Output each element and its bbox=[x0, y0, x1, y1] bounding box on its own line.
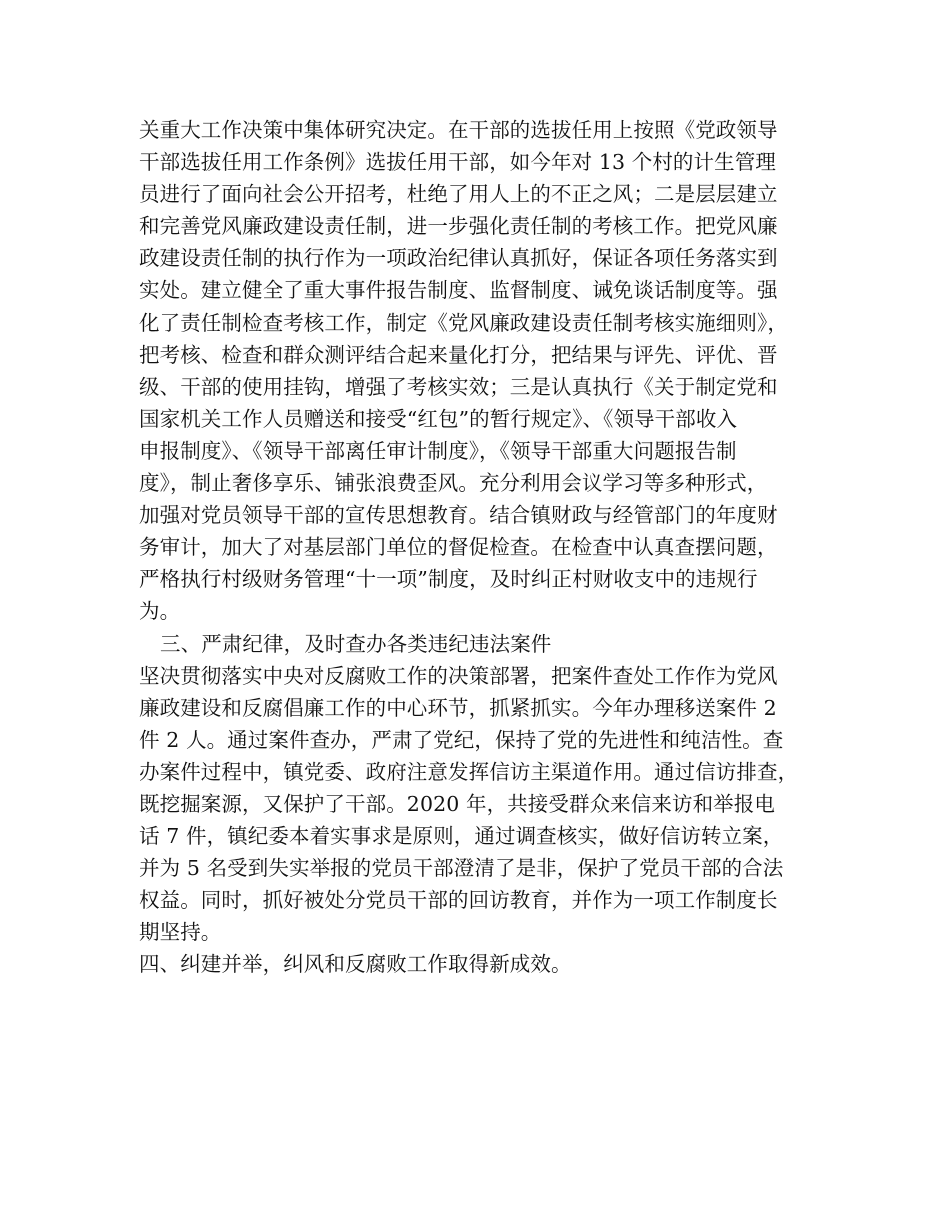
paragraph-line: 期坚持。 bbox=[139, 920, 222, 945]
paragraph-line: 和完善党风廉政建设责任制，进一步强化责任制的考核工作。把党风廉 bbox=[139, 214, 778, 239]
paragraph-line: 级、干部的使用挂钩，增强了考核实效；三是认真执行《关于制定党和 bbox=[139, 374, 778, 399]
paragraph-line: 度》，制止奢侈享乐、铺张浪费歪风。充分利用会议学习等多种形式， bbox=[139, 471, 768, 496]
paragraph-line: 加强对党员领导干部的宣传思想教育。结合镇财政与经管部门的年度财 bbox=[139, 503, 778, 528]
paragraph-line: 并为 5 名受到失实举报的党员干部澄清了是非，保护了党员干部的合法 bbox=[139, 856, 784, 881]
paragraph-line: 严格执行村级财务管理“十一项”制度，及时纠正村财收支中的违规行 bbox=[139, 567, 758, 592]
paragraph-line: 把考核、检查和群众测评结合起来量化打分，把结果与评先、评优、晋 bbox=[139, 342, 778, 367]
paragraph-line: 化了责任制检查考核工作，制定《党风廉政建设责任制考核实施细则》， bbox=[139, 310, 788, 335]
paragraph-line: 务审计，加大了对基层部门单位的督促检查。在检查中认真查摆问题， bbox=[139, 535, 778, 560]
paragraph-line: 申报制度》、《领导干部离任审计制度》，《领导干部重大问题报告制 bbox=[139, 438, 737, 463]
paragraph-line: 权益。同时，抓好被处分党员干部的回访教育，并作为一项工作制度长 bbox=[139, 888, 778, 913]
paragraph-line: 政建设责任制的执行作为一项政治纪律认真抓好，保证各项任务落实到 bbox=[139, 246, 778, 271]
body-text bbox=[139, 114, 829, 981]
paragraph-line: 干部选拔任用工作条例》选拔任用干部，如今年对 13 个村的计生管理 bbox=[139, 150, 776, 175]
paragraph-line: 国家机关工作人员赠送和接受“红包”的暂行规定》、《领导干部收入 bbox=[139, 406, 738, 431]
section-heading-4: 四、纠建并举，纠风和反腐败工作取得新成效。 bbox=[139, 952, 572, 977]
paragraph-line: 关重大工作决策中集体研究决定。在干部的选拔任用上按照《党政领导 bbox=[139, 118, 778, 142]
paragraph-line: 话 7 件，镇纪委本着实事求是原则，通过调查核实，做好信访转立案， bbox=[139, 824, 784, 849]
paragraph-line: 件 2 人。通过案件查办，严肃了党纪，保持了党的先进性和纯洁性。查 bbox=[139, 727, 784, 752]
paragraph-line: 为。 bbox=[139, 599, 181, 624]
paragraph-line: 既挖掘案源，又保护了干部。2020 年，共接受群众来信来访和举报电 bbox=[139, 791, 775, 816]
paragraph-line: 实处。建立健全了重大事件报告制度、监督制度、诫免谈话制度等。强 bbox=[139, 278, 778, 303]
paragraph-line: 员进行了面向社会公开招考，杜绝了用人上的不正之风；二是层层建立 bbox=[139, 182, 778, 207]
paragraph-line: 坚决贯彻落实中央对反腐败工作的决策部署，把案件查处工作作为党风 bbox=[139, 663, 778, 688]
section-heading-3: 三、严肃纪律，及时查办各类违纪违法案件 bbox=[160, 631, 552, 656]
paragraph-line: 廉政建设和反腐倡廉工作的中心环节，抓紧抓实。今年办理移送案件 2 bbox=[139, 695, 777, 720]
paragraph-line: 办案件过程中，镇党委、政府注意发挥信访主渠道作用。通过信访排查， bbox=[139, 759, 799, 784]
